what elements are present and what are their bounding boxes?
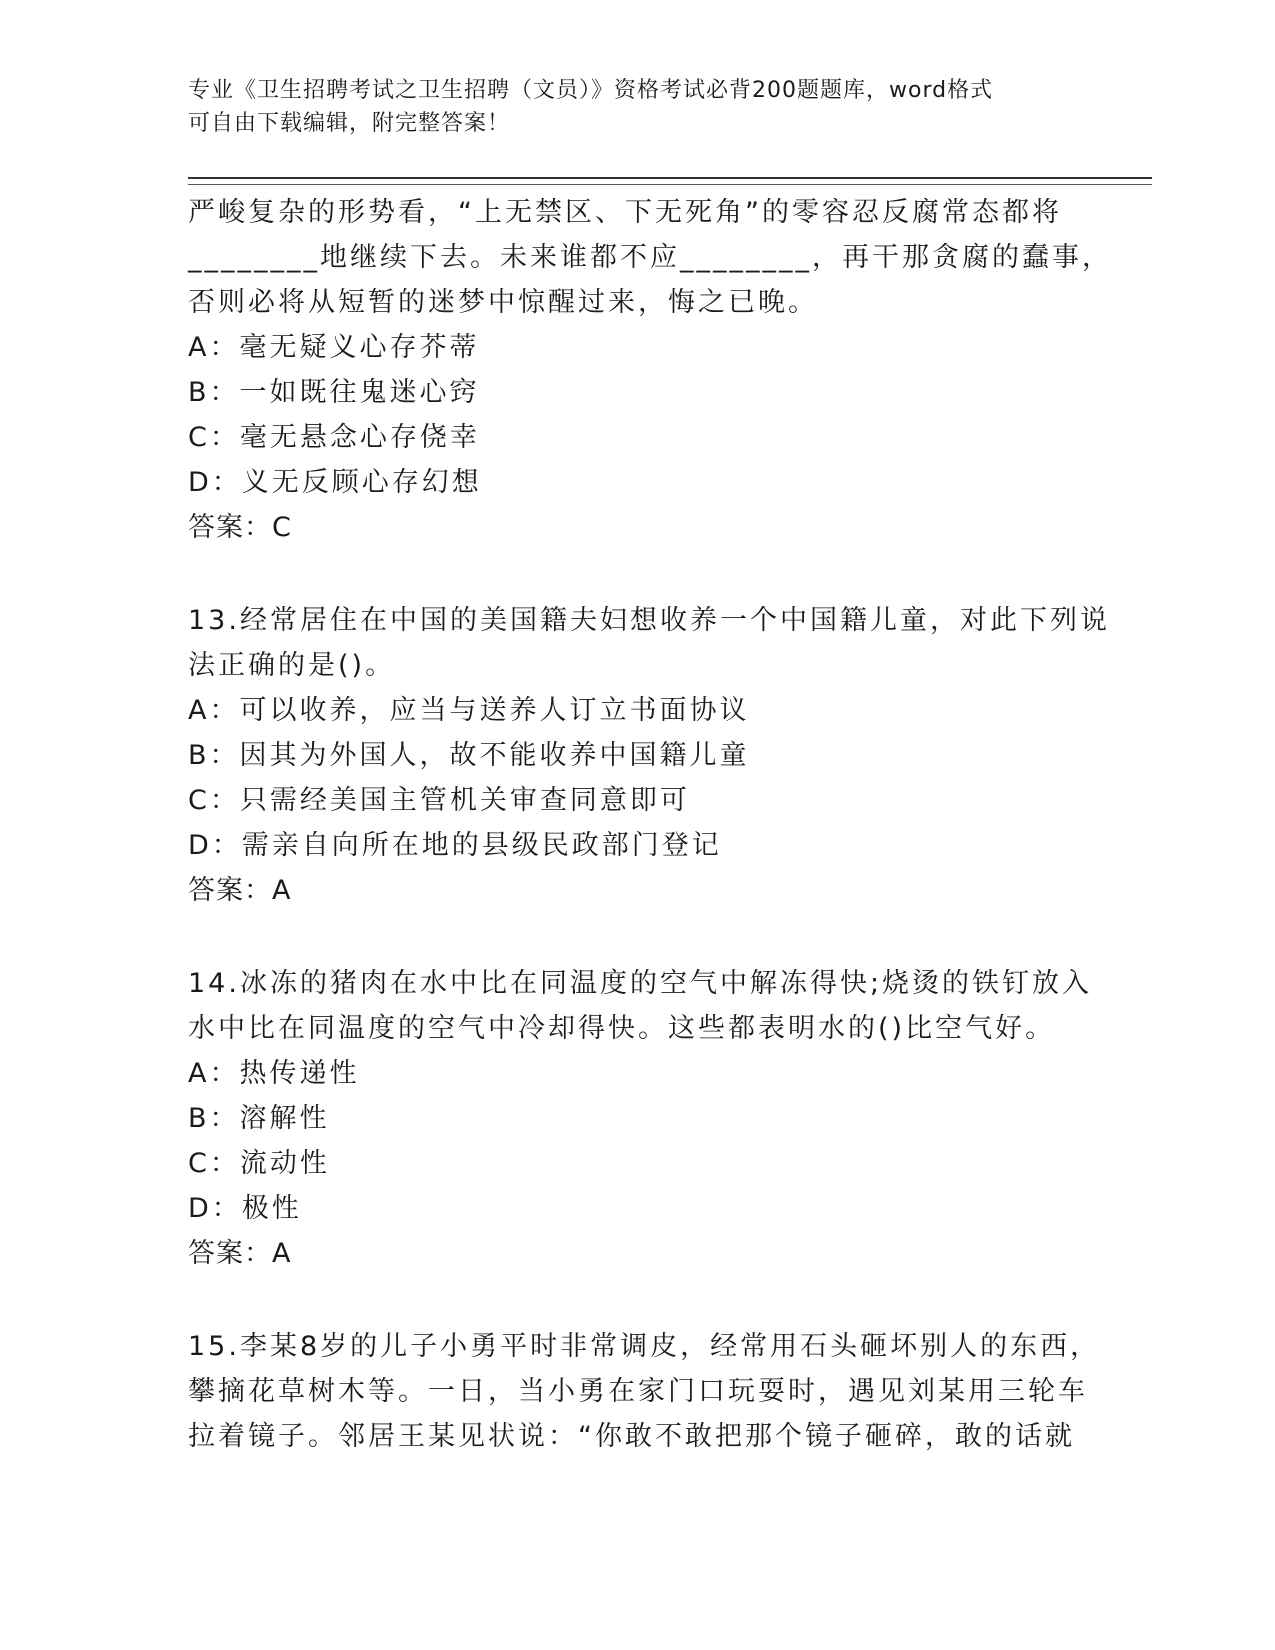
question-spacer [188, 1277, 1088, 1324]
question-text-line: 水中比在同温度的空气中冷却得快。这些都表明水的()比空气好。 [188, 1013, 1056, 1044]
question-text-line: ________地继续下去。未来谁都不应________，再干那贪腐的蠢事， [188, 242, 1112, 273]
question-text-line: 否则必将从短暂的迷梦中惊醒过来，悔之已晚。 [188, 287, 818, 318]
option-c: C：毫无悬念心存侥幸 [188, 422, 480, 453]
document-body [188, 190, 1112, 1459]
question-text-line: 严峻复杂的形势看，“上无禁区、下无死角”的零容忍反腐常态都将 [188, 197, 1062, 228]
option-d: D：需亲自向所在地的县级民政部门登记 [188, 830, 722, 861]
option-d: D：义无反顾心存幻想 [188, 467, 482, 498]
question-text-line: 法正确的是()。 [188, 650, 396, 681]
question-13 [188, 598, 1110, 914]
question-text-line: 13.经常居住在中国的美国籍夫妇想收养一个中国籍儿童，对此下列说 [188, 605, 1110, 636]
option-b: B：因其为外国人，故不能收养中国籍儿童 [188, 740, 750, 771]
option-b: B：溶解性 [188, 1103, 330, 1134]
question-12 [188, 190, 1112, 551]
document-header [188, 74, 1068, 140]
option-a: A：可以收养，应当与送养人订立书面协议 [188, 695, 750, 726]
question-spacer [188, 914, 1088, 961]
question-15 [188, 1324, 1101, 1459]
option-a: A：毫无疑义心存芥蒂 [188, 332, 480, 363]
header-title-line-2: 可自由下载编辑，附完整答案！ [188, 111, 511, 136]
header-title-line-1: 专业《卫生招聘考试之卫生招聘（文员）》资格考试必背200题题库，word格式 [188, 78, 994, 103]
option-b: B：一如既往鬼迷心窍 [188, 377, 480, 408]
option-a: A：热传递性 [188, 1058, 360, 1089]
answer-line: 答案：A [188, 1238, 292, 1269]
question-text-line: 14.冰冻的猪肉在水中比在同温度的空气中解冻得快;烧烫的铁钉放入 [188, 968, 1093, 999]
answer-line: 答案：C [188, 512, 292, 543]
question-text-line: 15.李某8岁的儿子小勇平时非常调皮，经常用石头砸坏别人的东西， [188, 1331, 1101, 1362]
question-spacer [188, 551, 1088, 598]
question-14 [188, 961, 1093, 1277]
header-divider-thin [188, 184, 1152, 185]
question-text-line: 攀摘花草树木等。一日，当小勇在家门口玩耍时，遇见刘某用三轮车 [188, 1376, 1088, 1407]
header-divider-thick [188, 177, 1152, 179]
option-c: C：流动性 [188, 1148, 330, 1179]
question-text-line: 拉着镜子。邻居王某见状说：“你敢不敢把那个镜子砸碎，敢的话就 [188, 1421, 1075, 1452]
option-d: D：极性 [188, 1193, 302, 1224]
option-c: C：只需经美国主管机关审查同意即可 [188, 785, 690, 816]
answer-line: 答案：A [188, 875, 292, 906]
